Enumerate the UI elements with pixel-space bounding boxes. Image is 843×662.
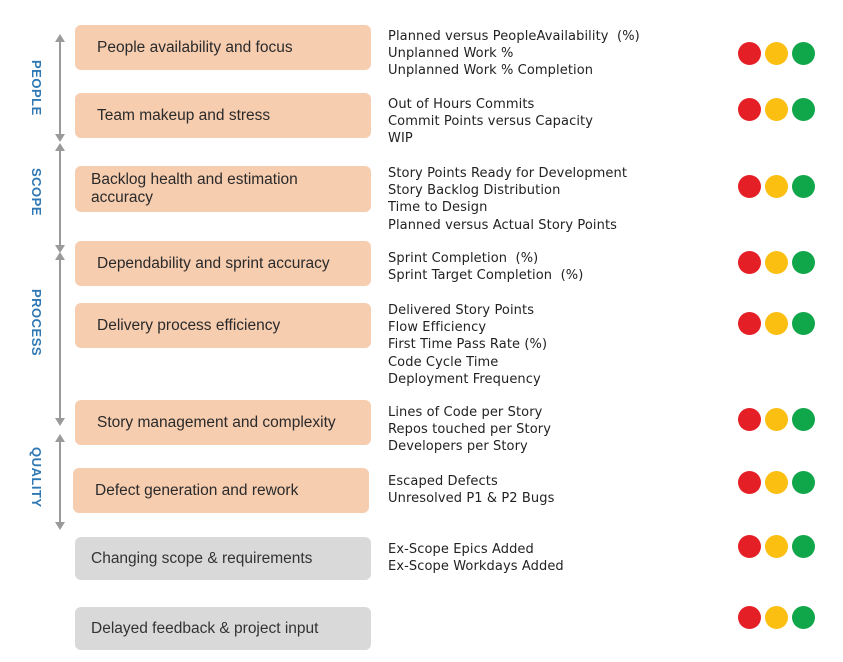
- rag-status-lights: [738, 408, 815, 431]
- theme-title: Delayed feedback & project input: [91, 619, 319, 637]
- metric-item: Developers per Story: [388, 439, 528, 455]
- metric-item: Delivered Story Points: [388, 303, 535, 318]
- green-light: [792, 312, 815, 335]
- metric-item: Story Points Ready for Development: [388, 166, 628, 181]
- metric-item: Repos touched per Story: [388, 422, 551, 438]
- rag-status-lights: [738, 98, 815, 121]
- metric-item: Flow Efficiency: [388, 320, 487, 336]
- red-light: [738, 535, 761, 558]
- metric-item: Unplanned Work % Completion: [388, 63, 594, 79]
- green-light: [792, 98, 815, 121]
- metric-item: Escaped Defects: [388, 474, 498, 489]
- amber-light: [765, 98, 788, 121]
- rag-status-lights: [738, 606, 815, 629]
- amber-light: [765, 42, 788, 65]
- metric-item: Story Backlog Distribution: [388, 183, 561, 199]
- theme-title: People availability and focus: [97, 38, 293, 56]
- amber-light: [765, 251, 788, 274]
- theme-title: Defect generation and rework: [95, 481, 299, 499]
- green-light: [792, 251, 815, 274]
- metric-item: Sprint Completion (%): [388, 251, 539, 266]
- theme-box-delayed-feedback: [75, 607, 371, 650]
- theme-box-story-management: [75, 400, 371, 445]
- theme-box-delivery-efficiency: [75, 303, 371, 348]
- metric-item: Planned versus PeopleAvailability (%): [388, 29, 640, 44]
- rag-status-lights: [738, 312, 815, 335]
- green-light: [792, 535, 815, 558]
- theme-title: Dependability and sprint accuracy: [97, 254, 330, 272]
- theme-box-backlog-health: [75, 166, 371, 212]
- green-light: [792, 606, 815, 629]
- rag-status-lights: [738, 471, 815, 494]
- metrics-list-people-availability: [388, 28, 640, 80]
- metric-item: Time to Design: [388, 200, 488, 216]
- theme-title: Backlog health and estimation accuracy: [91, 171, 298, 206]
- theme-title: Story management and complexity: [97, 413, 336, 431]
- amber-light: [765, 408, 788, 431]
- red-light: [738, 606, 761, 629]
- rag-status-lights: [738, 42, 815, 65]
- amber-light: [765, 471, 788, 494]
- metrics-list-defect-generation: [388, 473, 554, 507]
- theme-box-defect-generation: [73, 468, 369, 513]
- red-light: [738, 312, 761, 335]
- metric-item: Ex-Scope Epics Added: [388, 542, 534, 557]
- theme-title: Team makeup and stress: [97, 106, 271, 124]
- green-light: [792, 175, 815, 198]
- green-light: [792, 42, 815, 65]
- metrics-list-changing-scope: [388, 541, 564, 575]
- amber-light: [765, 312, 788, 335]
- red-light: [738, 175, 761, 198]
- rag-status-lights: [738, 535, 815, 558]
- red-light: [738, 471, 761, 494]
- metric-item: First Time Pass Rate (%): [388, 337, 548, 353]
- theme-box-dependability: [75, 241, 371, 286]
- theme-box-changing-scope: [75, 537, 371, 580]
- amber-light: [765, 535, 788, 558]
- metric-item: Commit Points versus Capacity: [388, 114, 594, 130]
- theme-title: Changing scope & requirements: [91, 549, 313, 567]
- red-light: [738, 408, 761, 431]
- scope-range-arrow: [59, 149, 61, 247]
- category-scope: SCOPE: [29, 168, 44, 217]
- red-light: [738, 251, 761, 274]
- theme-box-people-availability: [75, 25, 371, 70]
- category-people: PEOPLE: [29, 60, 44, 116]
- red-light: [738, 98, 761, 121]
- metrics-list-delivery-efficiency: [388, 302, 547, 388]
- people-range-arrow: [59, 40, 61, 136]
- theme-title: Delivery process efficiency: [97, 316, 281, 334]
- category-process: PROCESS: [29, 289, 44, 357]
- category-quality: QUALITY: [29, 447, 44, 508]
- green-light: [792, 408, 815, 431]
- rag-status-lights: [738, 175, 815, 198]
- metrics-list-team-makeup: [388, 96, 593, 148]
- metric-item: Unplanned Work %: [388, 46, 514, 62]
- metric-item: Ex-Scope Workdays Added: [388, 559, 564, 575]
- red-light: [738, 42, 761, 65]
- theme-box-team-makeup: [75, 93, 371, 138]
- metrics-list-dependability: [388, 250, 583, 284]
- amber-light: [765, 606, 788, 629]
- metric-item: Code Cycle Time: [388, 354, 499, 370]
- metric-item: Out of Hours Commits: [388, 97, 535, 112]
- metrics-list-backlog-health: [388, 165, 627, 234]
- process-range-arrow: [59, 258, 61, 420]
- metric-item: WIP: [388, 131, 413, 147]
- metric-item: Planned versus Actual Story Points: [388, 217, 618, 233]
- metric-item: Deployment Frequency: [388, 371, 541, 387]
- green-light: [792, 471, 815, 494]
- rag-status-lights: [738, 251, 815, 274]
- metric-item: Unresolved P1 & P2 Bugs: [388, 491, 555, 507]
- amber-light: [765, 175, 788, 198]
- metrics-list-story-management: [388, 404, 551, 456]
- metric-item: Lines of Code per Story: [388, 405, 543, 420]
- metric-item: Sprint Target Completion (%): [388, 268, 584, 284]
- quality-range-arrow: [59, 440, 61, 524]
